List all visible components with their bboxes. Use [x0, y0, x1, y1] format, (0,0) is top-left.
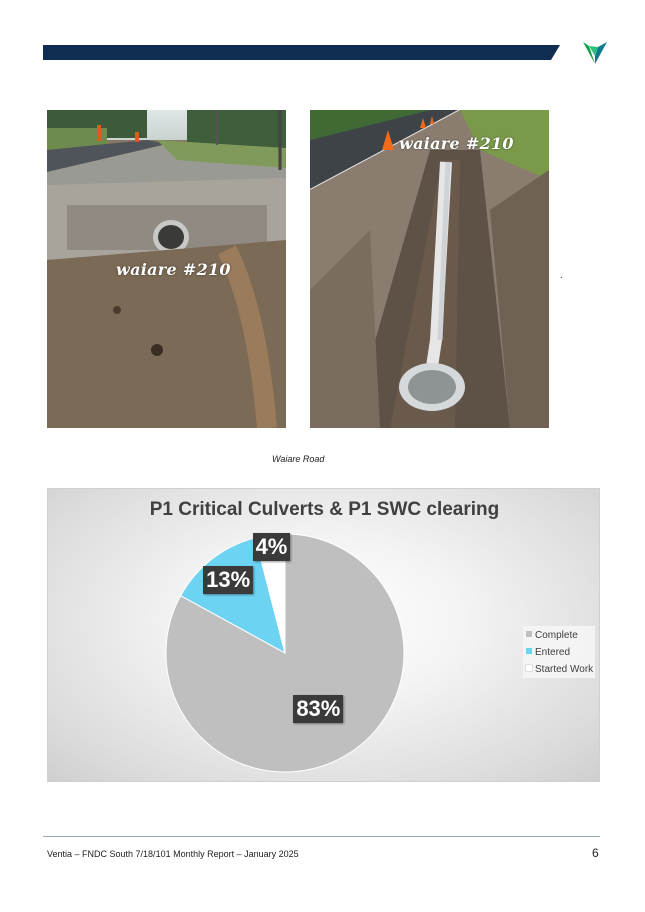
- legend-item-complete: [526, 629, 578, 643]
- ventia-logo-icon: [583, 42, 607, 64]
- page-number: 6: [592, 846, 599, 860]
- pie-chart-plot: [48, 489, 601, 783]
- culvert-photo-right: [310, 110, 549, 428]
- legend-swatch: [526, 665, 532, 671]
- legend-label: Started Work: [535, 664, 594, 675]
- pie-label-complete: 83%: [293, 695, 343, 723]
- legend-swatch: [526, 648, 532, 654]
- pie-chart: [47, 488, 600, 782]
- chart-legend: [523, 626, 595, 678]
- legend-label: Entered: [535, 647, 571, 658]
- legend-swatch: [526, 631, 532, 637]
- photo-label-right: waiare #210: [399, 134, 514, 153]
- header-bar: [43, 45, 560, 60]
- pie-label-started-work: 4%: [253, 533, 291, 561]
- legend-item-entered: [526, 646, 570, 660]
- footer-text: Ventia – FNDC South 7/18/101 Monthly Report – January 2025: [47, 849, 299, 859]
- chart-title: P1 Critical Culverts & P1 SWC clearing: [149, 499, 500, 520]
- photo-caption: Waiare Road: [272, 454, 325, 464]
- stray-dot: .: [560, 270, 563, 281]
- pie-label-entered: 13%: [203, 566, 253, 594]
- legend-item-started-work: [526, 663, 593, 677]
- culvert-photo-left: [47, 110, 286, 428]
- legend-label: Complete: [535, 630, 578, 641]
- photo-label-left: waiare #210: [116, 260, 231, 279]
- footer-divider: [43, 836, 600, 837]
